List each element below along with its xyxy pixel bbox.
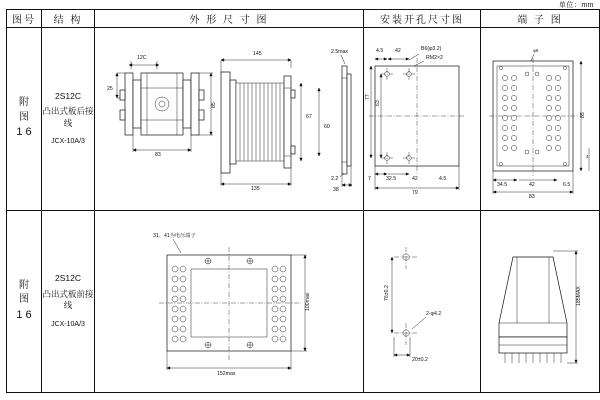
unit-note: 单位：mm — [558, 2, 594, 9]
row1-mount-drawing — [364, 28, 481, 211]
dim-7: 7 — [368, 176, 371, 182]
row2-terminal-drawing — [481, 210, 600, 393]
row2-outline-drawing — [95, 210, 364, 393]
dim-83-term: 83 — [529, 194, 535, 200]
row1-no-line1: 附 — [19, 97, 29, 109]
row1-figure-no — [7, 28, 42, 211]
dim-34p5: 34.5 — [497, 182, 508, 188]
row1-no-line2: 图 — [19, 111, 29, 123]
dim-152max: 152max — [217, 370, 236, 377]
row1-struct-sub: JCX-10A/3 — [51, 138, 85, 146]
note-voltage-terminals: 31、41为电压端子 — [153, 232, 196, 239]
row2-no-line1: 附 — [19, 279, 29, 291]
row2-structure — [42, 210, 95, 393]
dim-185max: 185MAX — [576, 285, 582, 306]
dim-rm2: RM2×2 — [426, 55, 443, 61]
dim-2p5max: 2.5max — [331, 49, 349, 55]
table-row — [7, 210, 600, 393]
header-col-outline: 外 形 尺 寸 图 — [95, 10, 364, 28]
dim-4p5-top: 4.5 — [376, 48, 384, 54]
row2-no-line3: 1 6 — [16, 308, 32, 321]
dim-145: 145 — [253, 51, 262, 57]
dim-32p5: 32.5 — [386, 176, 397, 182]
dim-60: 60 — [324, 124, 330, 130]
row2-struct-sub: JCX-10A/3 — [51, 320, 85, 328]
header-col-struct: 结 构 — [42, 10, 95, 28]
row1-no-line3: 1 6 — [16, 126, 32, 139]
row2-figure-no — [7, 210, 42, 393]
dim-20: 20±0.2 — [412, 356, 428, 363]
dim-135: 135 — [251, 186, 260, 192]
table-header-row — [7, 10, 600, 28]
row1-struct-code: 2S12C — [55, 90, 81, 101]
row1-terminal-drawing — [481, 28, 600, 211]
dim-42-top: 42 — [395, 48, 401, 54]
dim-63: 63 — [375, 100, 381, 106]
dim-42-term: 42 — [529, 182, 535, 188]
dim-42-bottom: 42 — [412, 176, 418, 182]
dim-38: 38 — [333, 187, 339, 193]
dim-76: 76±0.2 — [384, 284, 390, 301]
dim-25: 25 — [107, 86, 113, 92]
dim-85-term: 85 — [580, 112, 586, 118]
row2-struct-code: 2S12C — [55, 273, 81, 284]
dim-12c: 12C — [137, 55, 147, 61]
dim-67: 67 — [306, 114, 312, 120]
table-row — [7, 28, 600, 211]
dim-4p5-bottom: 4.5 — [439, 176, 447, 182]
dim-6p5: 6.5 — [563, 182, 571, 188]
dim-79: 79 — [412, 190, 418, 196]
dim-77: 77 — [365, 94, 371, 100]
row1-structure — [42, 28, 95, 211]
dim-4-term: 4 — [586, 154, 589, 159]
dim-b6: B6(φ3.2) — [421, 46, 442, 52]
dim-83: 83 — [155, 152, 161, 158]
dim-100max: 100max — [305, 292, 311, 311]
dim-2p2: 2.2 — [331, 176, 339, 182]
header-col-term: 端 子 图 — [481, 10, 600, 28]
row2-struct-text: 凸出式板前接线 — [42, 288, 94, 311]
dim-phi6: φ6 — [533, 48, 539, 53]
header-col-mount: 安装开孔尺寸图 — [364, 10, 481, 28]
row2-mount-drawing — [364, 210, 481, 393]
row1-outline-drawing — [95, 28, 364, 211]
header-col-no: 图号 — [7, 10, 42, 28]
spec-table — [6, 9, 600, 393]
dim-2-phi4p2: 2-φ4.2 — [426, 310, 442, 317]
dim-85: 85 — [211, 102, 217, 108]
row1-struct-text: 凸出式板后接线 — [42, 106, 94, 128]
row2-no-line2: 图 — [19, 294, 29, 306]
